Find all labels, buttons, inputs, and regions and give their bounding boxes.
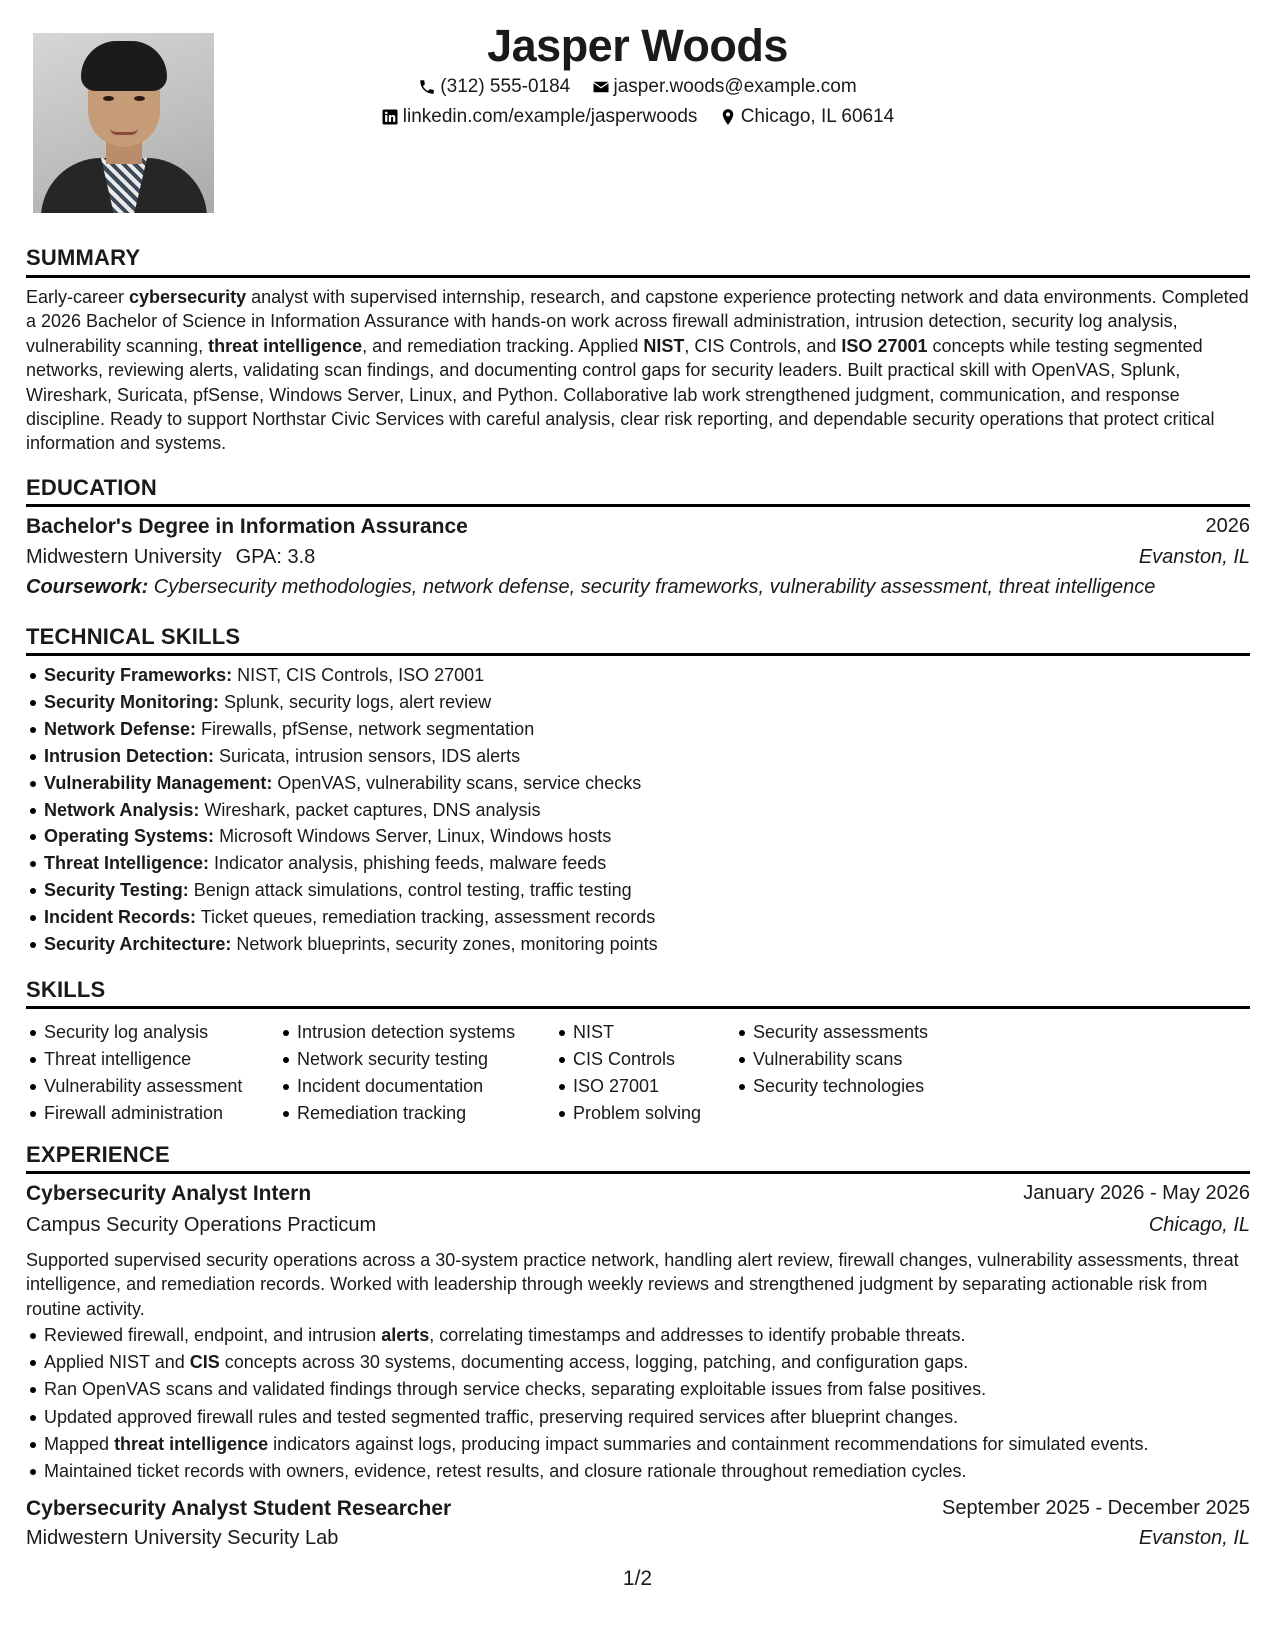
technical-skill-label: Security Testing: (44, 880, 189, 901)
linkedin-item[interactable] (381, 106, 698, 128)
summary-heading: SUMMARY (26, 245, 141, 270)
technical-skill-value: Microsoft Windows Server, Linux, Windows hosts (214, 826, 612, 847)
phone-text: (312) 555-0184 (440, 76, 571, 97)
location-item (719, 106, 895, 128)
education-heading: EDUCATION (26, 475, 157, 500)
technical-skill-item (26, 877, 658, 904)
experience-bullet-run: Mapped (44, 1433, 115, 1454)
technical-skills-heading: TECHNICAL SKILLS (26, 624, 241, 649)
summary-run: Early-career (26, 287, 130, 307)
technical-skill-item (26, 850, 658, 877)
job-1-header (26, 1182, 1250, 1206)
skill-item: Threat intelligence (26, 1046, 242, 1073)
experience-bullet (26, 1458, 1149, 1485)
email-text[interactable]: jasper.woods@example.com (613, 76, 857, 97)
experience-bullet (26, 1404, 1149, 1431)
skill-item: Network security testing (279, 1046, 515, 1073)
summary-run: threat intelligence (208, 335, 363, 356)
summary-run: analyst with supervised internship, research, and capstone experience protecting network and data environments. Completed a 2026 Bachelor of Science in Information Assurance with hands-on work across firewall administration, intrusion detection, security log analysis, vulnerability scanning, (26, 287, 1249, 356)
skill-item: Remediation tracking (279, 1100, 515, 1127)
technical-skills-rule (26, 653, 1250, 656)
experience-bullet-run: , correlating timestamps and addresses to identify probable threats. (429, 1325, 966, 1345)
skills-column-2 (279, 1019, 515, 1127)
experience-bullet-run: CIS (189, 1352, 220, 1373)
experience-bullet-run: concepts across 30 systems, documenting access, logging, patching, and configuration gaps. (219, 1352, 969, 1373)
technical-skill-label: Incident Records: (44, 907, 197, 928)
technical-skill-value: Indicator analysis, phishing feeds, malware feeds (209, 853, 607, 874)
job-1-location: Chicago, IL (1148, 1214, 1250, 1236)
technical-skill-item (26, 716, 658, 743)
job-1-org-row (26, 1214, 1250, 1237)
experience-bullet-run: threat intelligence (114, 1433, 269, 1454)
technical-skill-label: Security Architecture: (44, 934, 232, 955)
contact-line-1 (0, 76, 1275, 102)
experience-bullet-run: Maintained ticket records with owners, evidence, retest results, and closure rationale throughout remediation cycles. (44, 1461, 967, 1482)
school-location: Evanston, IL (1138, 546, 1250, 568)
skill-item: Security assessments (735, 1019, 928, 1046)
phone-icon (418, 78, 436, 96)
phone-item (418, 76, 570, 98)
technical-skill-value: Firewalls, pfSense, network segmentation (196, 718, 535, 739)
job-2-title: Cybersecurity Analyst Student Researcher (26, 1497, 452, 1520)
job-1-title: Cybersecurity Analyst Intern (26, 1182, 312, 1205)
technical-skill-value: Wireshark, packet captures, DNS analysis (199, 799, 541, 820)
technical-skill-value: Splunk, security logs, alert review (219, 691, 492, 712)
job-1-dates: January 2026 - May 2026 (1023, 1182, 1250, 1204)
experience-bullet-run: Applied NIST and (44, 1352, 190, 1373)
skill-item: Problem solving (555, 1100, 701, 1127)
contact-line-2 (0, 106, 1275, 132)
experience-bullet (26, 1431, 1149, 1458)
experience-bullet (26, 1322, 1149, 1349)
summary-run: , CIS Controls, and (684, 335, 842, 356)
experience-bullet-run: alerts (381, 1325, 430, 1345)
skill-item: ISO 27001 (555, 1073, 701, 1100)
technical-skill-item (26, 797, 658, 824)
summary-text (26, 285, 1252, 456)
technical-skill-label: Security Frameworks: (44, 665, 233, 685)
technical-skill-value: Ticket queues, remediation tracking, assessment records (196, 907, 656, 928)
summary-rule (26, 275, 1250, 278)
map-pin-icon (719, 108, 737, 126)
coursework-label: Coursework: (26, 576, 149, 598)
linkedin-icon (381, 108, 399, 126)
coursework (26, 576, 1155, 599)
summary-run: ISO 27001 (841, 335, 928, 356)
experience-bullet-run: Ran OpenVAS scans and validated findings through service checks, separating exploitable issues from false positives. (44, 1379, 987, 1400)
technical-skill-label: Network Analysis: (44, 799, 200, 820)
technical-skill-item (26, 662, 658, 689)
job-2-location: Evanston, IL (1138, 1527, 1250, 1549)
page-indicator: 1/2 (622, 1567, 653, 1590)
skill-item: Firewall administration (26, 1100, 242, 1127)
technical-skill-label: Operating Systems: (44, 826, 215, 847)
envelope-icon (592, 78, 610, 96)
skill-item: Vulnerability scans (735, 1046, 928, 1073)
technical-skill-value: Benign attack simulations, control testing, traffic testing (188, 880, 632, 901)
experience-bullet-run: Updated approved firewall rules and tested segmented traffic, preserving required services after blueprint changes. (44, 1406, 959, 1427)
skill-item: Security technologies (735, 1073, 928, 1100)
experience-bullet-run: Reviewed firewall, endpoint, and intrusion (44, 1325, 382, 1345)
linkedin-text[interactable]: linkedin.com/example/jasperwoods (402, 106, 698, 127)
candidate-name: Jasper Woods (487, 20, 788, 71)
gpa: GPA: 3.8 (235, 546, 316, 568)
school-name: Midwestern University (26, 546, 222, 568)
skills-column-4 (735, 1019, 928, 1100)
technical-skill-item (26, 743, 658, 770)
job-2-dates: September 2025 - December 2025 (942, 1497, 1250, 1519)
technical-skill-label: Security Monitoring: (44, 691, 219, 712)
technical-skills-list (26, 662, 658, 958)
experience-bullet-run: indicators against logs, producing impact summaries and containment recommendations for simulated events. (268, 1433, 1149, 1454)
job-1-bullets (26, 1322, 1149, 1485)
education-degree-row (26, 515, 1250, 539)
graduation-year: 2026 (1205, 515, 1250, 537)
job-2-org-row (26, 1527, 1250, 1550)
location-text: Chicago, IL 60614 (740, 106, 895, 127)
technical-skill-item (26, 689, 658, 716)
skills-column-3 (555, 1019, 701, 1127)
summary-run: concepts while testing segmented networks, reviewing alerts, validating scan findings, and documenting control gaps for security leaders. Built practical skill with OpenVAS, Splunk, Wireshark, Suricata, pfSense, Windows Server, Linux, and Python. Collaborative lab work strengthened judgment, communication, and response discipline. Ready to support Northstar Civic Services with careful analysis, clear risk reporting, and dependable security operations that protect critical information and systems. (26, 335, 1215, 454)
technical-skill-value: Network blueprints, security zones, monitoring points (231, 934, 658, 955)
education-school-row (26, 546, 1250, 569)
job-1-summary: Supported supervised security operations across a 30-system practice network, handling alert review, firewall changes, vulnerability assessments, threat intelligence, and remediation records. Worked with leadership through weekly reviews and strengthened judgment by separating actionable risk from routine activity. (26, 1250, 1239, 1319)
technical-skill-label: Intrusion Detection: (44, 745, 214, 766)
skill-item: CIS Controls (555, 1046, 701, 1073)
skill-item: NIST (555, 1019, 701, 1046)
technical-skill-item (26, 770, 658, 797)
experience-heading: EXPERIENCE (26, 1142, 170, 1167)
job-2-org: Midwestern University Security Lab (26, 1527, 339, 1549)
summary-run: cybersecurity (129, 287, 247, 307)
technical-skill-item (26, 823, 658, 850)
skills-heading: SKILLS (26, 977, 106, 1002)
school-info (26, 546, 315, 569)
technical-skill-item (26, 904, 658, 931)
technical-skill-label: Threat Intelligence: (44, 853, 210, 874)
experience-bullet (26, 1376, 1149, 1403)
coursework-text: Cybersecurity methodologies, network defense, security frameworks, vulnerability assessment, threat intelligence (148, 576, 1156, 598)
skill-item: Vulnerability assessment (26, 1073, 242, 1100)
email-item[interactable] (592, 76, 857, 98)
skills-rule (26, 1006, 1250, 1009)
technical-skill-value: Suricata, intrusion sensors, IDS alerts (214, 745, 521, 766)
technical-skill-label: Network Defense: (44, 718, 197, 739)
technical-skill-value: NIST, CIS Controls, ISO 27001 (232, 665, 485, 685)
technical-skill-item (26, 931, 658, 958)
technical-skill-label: Vulnerability Management: (44, 772, 273, 793)
skill-item: Security log analysis (26, 1019, 242, 1046)
experience-rule (26, 1171, 1250, 1174)
summary-run: NIST (643, 335, 685, 356)
skill-item: Incident documentation (279, 1073, 515, 1100)
skill-item: Intrusion detection systems (279, 1019, 515, 1046)
experience-bullet (26, 1349, 1149, 1376)
degree-name: Bachelor's Degree in Information Assurance (26, 515, 468, 538)
job-2-header (26, 1497, 1250, 1521)
education-rule (26, 504, 1250, 507)
summary-run: , and remediation tracking. Applied (362, 335, 644, 356)
skills-column-1 (26, 1019, 242, 1127)
technical-skill-value: OpenVAS, vulnerability scans, service checks (272, 772, 642, 793)
job-1-org: Campus Security Operations Practicum (26, 1214, 377, 1236)
